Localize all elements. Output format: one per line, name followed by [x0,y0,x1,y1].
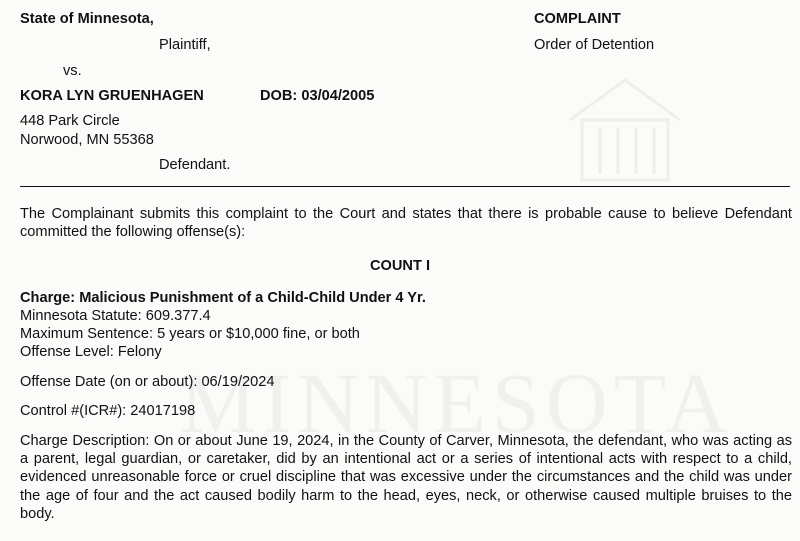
plaintiff-state: State of Minnesota, [20,11,154,27]
plaintiff-label: Plaintiff, [159,37,211,53]
count-heading: COUNT I [370,258,430,274]
intro-paragraph: The Complainant submits this complaint to the Court and states that there is probable cause to believe Defendant committed the following offense(s): [20,206,792,241]
document-title: COMPLAINT [534,11,621,27]
caption-divider [20,186,790,187]
offense-date-line: Offense Date (on or about): 06/19/2024 [20,374,275,390]
control-number-line: Control #(ICR#): 24017198 [20,403,196,419]
charge-description: Charge Description: On or about June 19, 2024, in the County of Carver, Minnesota, the defendant, who was acting as a parent, legal guardian, or caretaker, did by an intentional act or a series of intentional acts with respect to a child, evidenced unreasonable force or cruel discipline that was excessive under the circumstances and the child was under the age of four and the act caused bodily harm to the head, eyes, neck, or otherwise caused multiple bruises to the body. [20,433,792,522]
offense-level-line: Offense Level: Felony [20,344,162,360]
versus-label: vs. [63,63,82,79]
document-subtitle: Order of Detention [534,37,655,53]
defendant-address-line2: Norwood, MN 55368 [20,132,154,148]
defendant-name: KORA LYN GRUENHAGEN [20,88,204,104]
defendant-label: Defendant. [159,157,231,173]
defendant-dob: DOB: 03/04/2005 [260,88,375,104]
statute-line: Minnesota Statute: 609.377.4 [20,308,211,324]
defendant-address-line1: 448 Park Circle [20,113,120,129]
court-seal-watermark [560,70,690,190]
charge-title: Charge: Malicious Punishment of a Child-Child Under 4 Yr. [20,290,426,306]
max-sentence-line: Maximum Sentence: 5 years or $10,000 fine, or both [20,326,360,342]
